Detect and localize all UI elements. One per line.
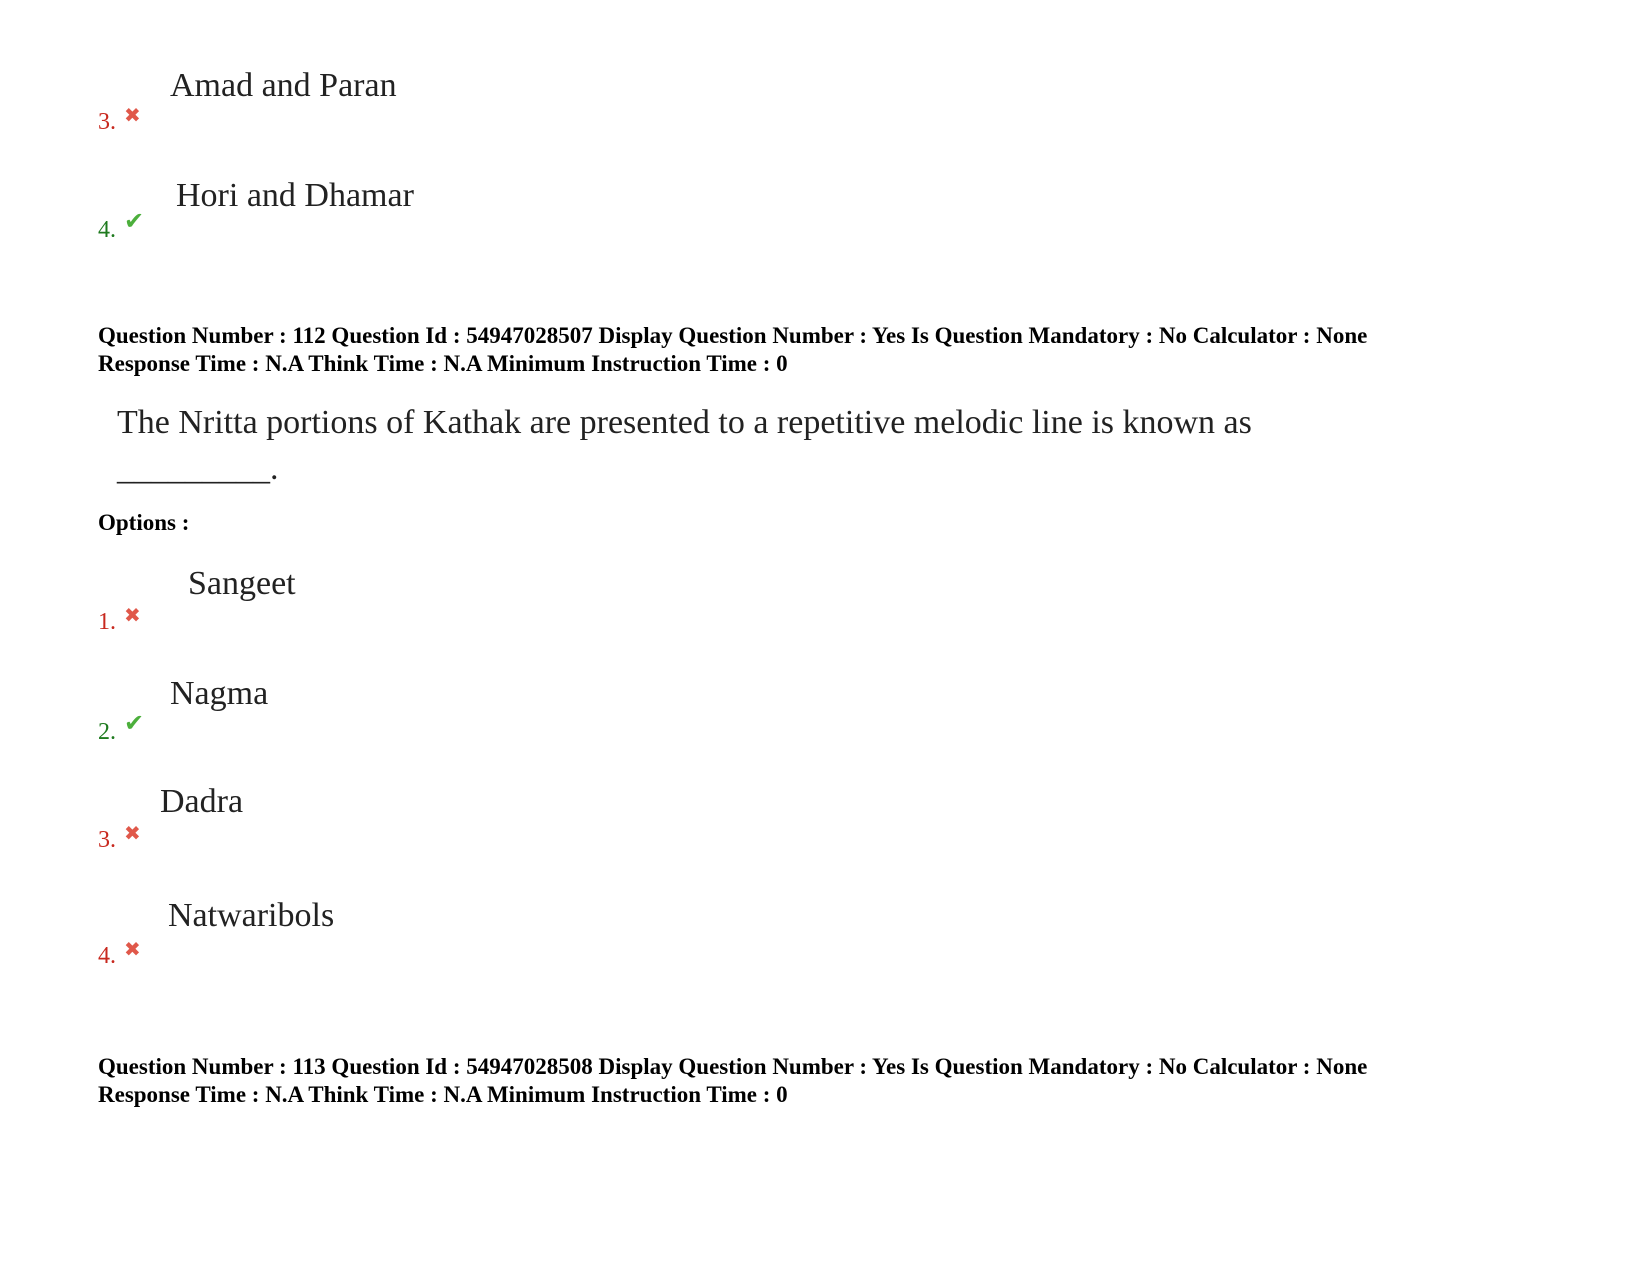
cross-icon: ✖ [124, 605, 141, 627]
prev-option-3 [98, 60, 698, 140]
option-text: Amad and Paran [170, 67, 397, 104]
option-number: 3. [98, 827, 116, 853]
check-icon: ✔ [124, 711, 145, 737]
option-number: 4. [98, 943, 116, 969]
cross-icon: ✖ [124, 105, 141, 127]
prev-option-4 [98, 170, 698, 250]
option-text: Hori and Dhamar [176, 177, 414, 214]
option-text: Nagma [170, 675, 269, 712]
cross-icon: ✖ [124, 823, 141, 845]
options-label: Options : [98, 510, 190, 535]
option-4 [98, 894, 698, 974]
option-text: Dadra [160, 783, 244, 820]
option-number: 4. [98, 217, 116, 243]
cross-icon: ✖ [124, 939, 141, 961]
question-text-line2: _________. [117, 450, 279, 487]
question-meta-line2: Response Time : N.A Think Time : N.A Minimum Instruction Time : 0 [98, 1082, 788, 1107]
option-2 [98, 670, 698, 750]
question-meta-line1: Question Number : 113 Question Id : 54947028508 Display Question Number : Yes Is Question Mandatory : No Calculator : None [98, 1054, 1368, 1079]
option-1 [98, 560, 698, 640]
question-meta-line1: Question Number : 112 Question Id : 54947028507 Display Question Number : Yes Is Question Mandatory : No Calculator : None [98, 323, 1368, 348]
option-3 [98, 778, 698, 858]
option-number: 1. [98, 609, 116, 635]
check-icon: ✔ [124, 209, 145, 235]
option-text: Natwaribols [168, 897, 335, 934]
option-number: 2. [98, 719, 116, 745]
option-number: 3. [98, 109, 116, 135]
question-meta-line2: Response Time : N.A Think Time : N.A Minimum Instruction Time : 0 [98, 351, 788, 376]
option-text: Sangeet [188, 565, 296, 602]
question-text-line1: The Nritta portions of Kathak are presented to a repetitive melodic line is known as [117, 404, 1252, 441]
